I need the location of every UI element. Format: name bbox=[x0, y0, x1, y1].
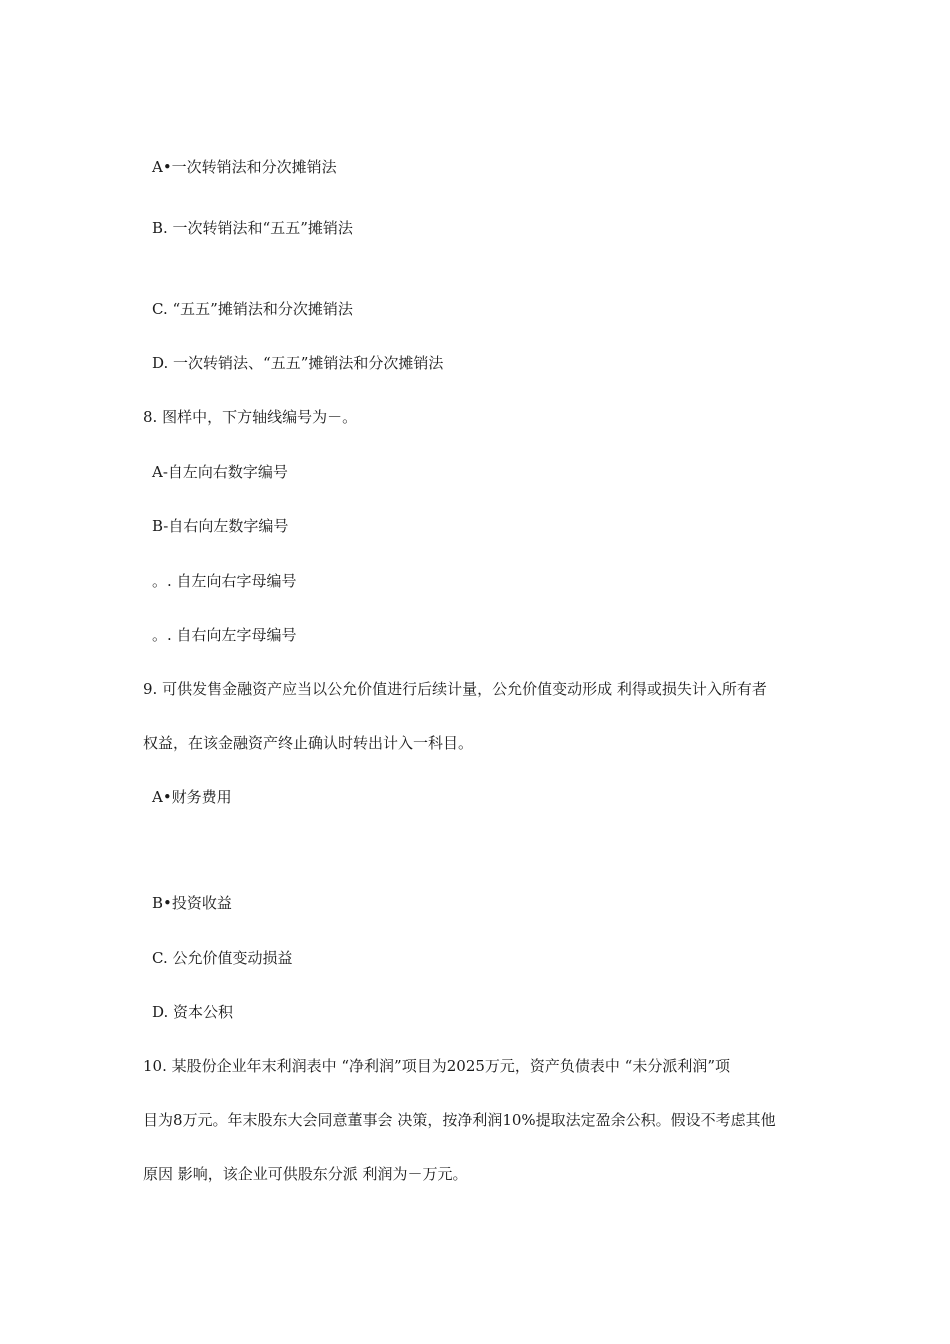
q9-option-c: C. 公允价值变动损益 bbox=[152, 949, 293, 967]
q9-option-d: D. 资本公积 bbox=[152, 1003, 234, 1021]
q10-stem-line1: 10. 某股份企业年末利润表中 “净利润”项目为2025万元，资产负债表中 “未分派利润”项 bbox=[143, 1057, 731, 1075]
q7-option-c: C. “五五”摊销法和分次摊销法 bbox=[152, 300, 353, 318]
q8-stem: 8. 图样中，下方轴线编号为－。 bbox=[143, 408, 358, 426]
q10-stem-line2: 目为8万元。年末股东大会同意董事会 决策，按净利润10%提取法定盈余公积。假设不考虑其他 bbox=[143, 1111, 776, 1129]
q8-option-d: 。. 自右向左字母编号 bbox=[152, 626, 297, 644]
q7-option-a: A•一次转销法和分次摊销法 bbox=[152, 158, 337, 176]
q9-stem-line1: 9. 可供发售金融资产应当以公允价值进行后续计量，公允价值变动形成 利得或损失计入所有者 bbox=[143, 680, 767, 698]
q8-option-c: 。. 自左向右字母编号 bbox=[152, 572, 297, 590]
q9-stem-line2: 权益，在该金融资产终止确认时转出计入一科目。 bbox=[143, 734, 474, 752]
q7-option-b: B. 一次转销法和“五五”摊销法 bbox=[152, 219, 353, 237]
q8-option-a: A-自左向右数字编号 bbox=[152, 463, 288, 481]
q7-option-d: D. 一次转销法、“五五”摊销法和分次摊销法 bbox=[152, 354, 444, 372]
q9-option-b: B•投资收益 bbox=[152, 894, 232, 912]
q9-option-a: A•财务费用 bbox=[152, 788, 232, 806]
q10-stem-line3: 原因 影响，该企业可供股东分派 利润为－万元。 bbox=[143, 1165, 468, 1183]
q8-option-b: B-自右向左数字编号 bbox=[152, 517, 289, 535]
